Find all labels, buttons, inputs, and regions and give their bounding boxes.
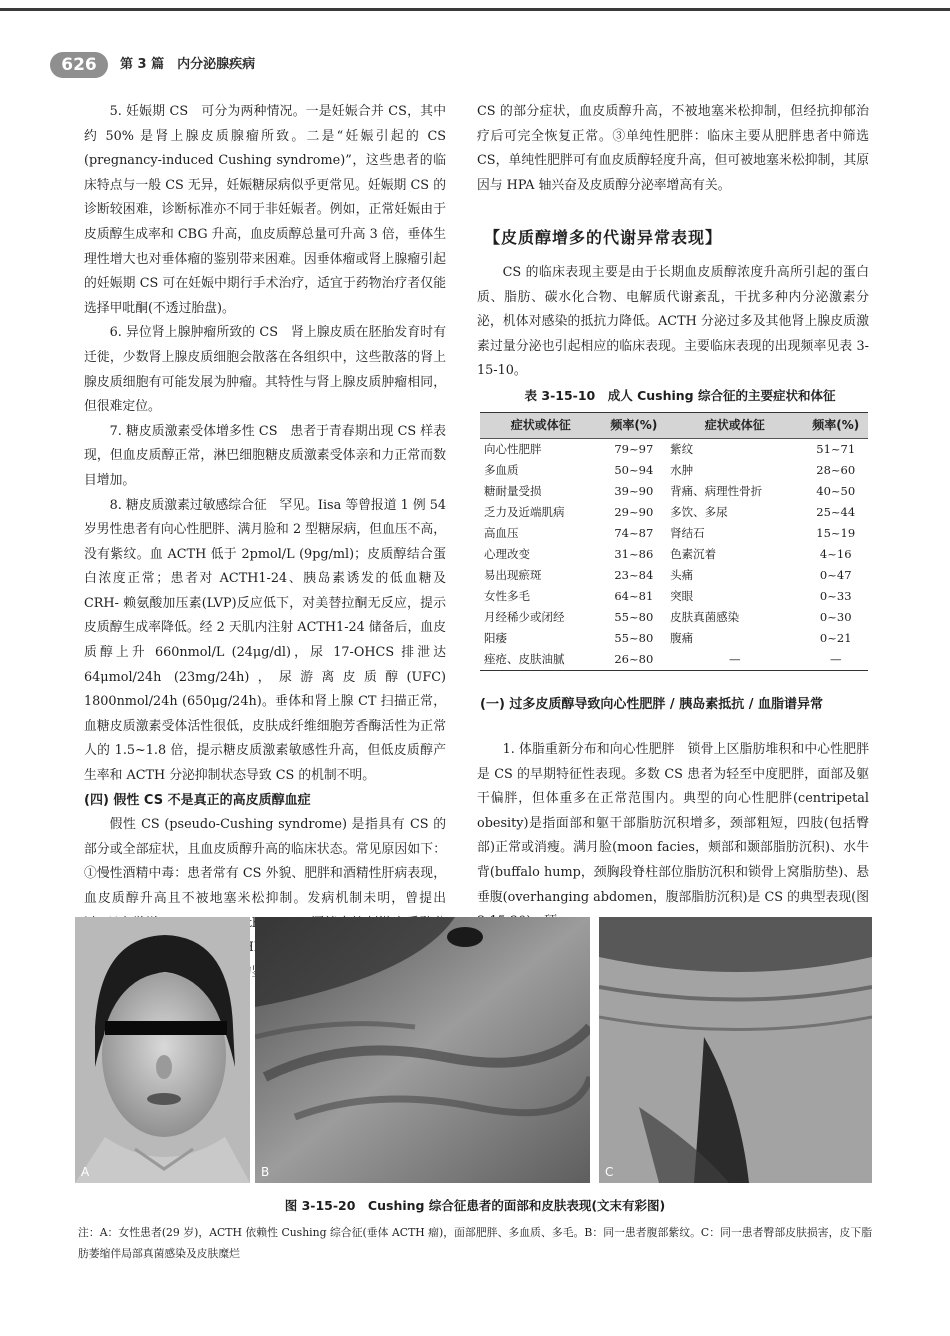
table-cell: 40~50: [816, 484, 856, 498]
panel-label: C: [605, 1165, 614, 1179]
subheading: (一) 过多皮质醇导致向心性肥胖 / 胰岛素抵抗 / 血脂谱异常: [480, 697, 824, 712]
figure-caption: 图 3-15-20 Cushing 综合征患者的面部和皮肤表现(文末有彩图): [284, 1198, 666, 1213]
page-number: 626: [50, 52, 108, 78]
running-title: 第 3 篇 内分泌腺疾病: [120, 57, 256, 72]
right-column-top: [477, 100, 869, 198]
table-cell: —: [666, 649, 803, 671]
paragraph: 6. 异位肾上腺肿瘤所致的 CS 肾上腺皮质在胚胎发育时有迁徙，少数肾上腺皮质细胞会散落在各组织中，这些散落的肾上腺皮质细胞有可能发展为肿瘤。其特性与肾上腺皮质肿瘤相同，但很难定位。: [84, 325, 446, 415]
table-header-row: [480, 413, 868, 439]
table-cell: 0~21: [819, 631, 852, 645]
table-cell: 皮肤真菌感染: [670, 610, 740, 624]
table-row: [480, 460, 868, 481]
table-cell: 29~90: [614, 505, 654, 519]
column-header: 频率(%): [602, 413, 667, 439]
right-column-bottom: [477, 738, 869, 935]
paragraph: CS 的部分症状，血皮质醇升高，不被地塞米松抑制，但经抗抑郁治疗后可完全恢复正常。③单纯性肥胖：临床主要从肥胖患者中筛选 CS，单纯性肥胖可有血皮质醇轻度升高，但可被地塞米松抑制，其原因与 HPA 轴兴奋及皮质醇分泌率增高有关。: [477, 104, 869, 193]
paragraph: 8. 糖皮质激素过敏感综合征 罕见。Iisa 等曾报道 1 例 54 岁男性患者有向心性肥胖、满月脸和 2 型糖尿病，但血压不高，没有紫纹。血 ACTH 低于 2pmol/L (9pg/ml)；皮质醇结合蛋白浓度正常；患者对 ACTH1-24、胰岛素诱发的低血糖及 CRH- 赖氨酸加压素(LVP)反应低下，对美替拉酮无反应，提示皮质醇生成率降低。经 2 天肌内注射 ACTH1-24 储备后，血皮质醇上升 660nmol/L (24μg/dl)，尿 17-OHCS 排泄达 64μmol/24h (23mg/24h)，尿游离皮质醇(UFC) 1800nmol/24h (650μg/24h)。垂体和肾上腺 CT 扫描正常，血糖皮质激素受体活性很低，皮肤成纤维细胞芳香酶活性为正常人的 1.5~1.8 倍，提示糖皮质激素敏感性升高，但低皮质醇产生率和 ACTH 分泌抑制状态导致 CS 的机制不明。: [84, 497, 446, 784]
table-cell: 31~86: [614, 547, 654, 561]
table-cell: 26~80: [602, 649, 667, 671]
table-row: [480, 544, 868, 565]
table-row: [480, 649, 868, 671]
table-cell: 肾结石: [670, 526, 705, 540]
table-cell: 头痛: [670, 568, 694, 582]
table-cell: 39~90: [614, 484, 654, 498]
table-cell: 心理改变: [484, 547, 530, 561]
paragraph: 7. 糖皮质激素受体增多性 CS 患者于青春期出现 CS 样表现，但血皮质醇正常，淋巴细胞糖皮质激素受体亲和力正常而数目增加。: [84, 423, 446, 488]
table-cell: 月经稀少或闭经: [484, 610, 565, 624]
table-cell: 50~94: [614, 463, 654, 477]
table-cell: 15~19: [816, 526, 856, 540]
table-row: [480, 565, 868, 586]
figure-note: 注：A：女性患者(29 岁)，ACTH 依赖性 Cushing 综合征(垂体 ACTH 瘤)，面部肥胖、多血质、多毛。B：同一患者腹部紫纹。C：同一患者臀部皮肤损害，皮下脂肪萎缩伴局部真菌感染及皮肤糜烂: [78, 1226, 872, 1260]
left-column: [84, 100, 446, 985]
table-cell: 高血压: [484, 526, 519, 540]
table-cell: 多饮、多尿: [670, 505, 728, 519]
table-row: [480, 481, 868, 502]
column-header: 症状或体征: [666, 413, 803, 439]
paragraph: 1. 体脂重新分布和向心性肥胖 锁骨上区脂肪堆积和中心性肥胖是 CS 的早期特征性表现。多数 CS 患者为轻至中度肥胖，面部及躯干偏胖，但体重多在正常范围内。典型的向心性肥胖(centripetal obesity)是指面部和躯干部脂肪沉积增多，颈部粗短，四肢(包括臀部)正常或消瘦。满月脸(moon facies，颊部和颞部脂肪沉积)、水牛背(buffalo hump，颈胸段脊柱部位脂肪沉积和锁骨上窝脂肪垫)、悬垂腹(overhanging abdomen，腹部脂肪沉积)是 CS 的典型表现(图: [477, 742, 869, 905]
table-cell: 糖耐量受损: [484, 484, 542, 498]
table-cell: 74~87: [614, 526, 654, 540]
buttock-skin-image: [599, 917, 872, 1183]
table-cell: 腹痛: [670, 631, 694, 645]
table-row: [480, 586, 868, 607]
figure-panel-a-face-photo: [75, 917, 250, 1183]
table-title: 表 3-15-10 成人 Cushing 综合征的主要症状和体征: [524, 388, 836, 403]
table-row: [480, 523, 868, 544]
table-cell: 28~60: [816, 463, 856, 477]
symptom-table: [480, 412, 868, 671]
table-cell: 23~84: [614, 568, 654, 582]
figure-panel-b-abdomen-photo: [255, 917, 590, 1183]
column-header: 频率(%): [803, 413, 868, 439]
table-cell: 51~71: [816, 442, 856, 456]
table-row: [480, 502, 868, 523]
table-cell: 乏力及近端肌病: [484, 505, 565, 519]
table-cell: 4~16: [819, 547, 852, 561]
table-cell: 易出现瘀斑: [484, 568, 542, 582]
right-column-intro: [477, 261, 869, 384]
figure-panel-c-buttock-photo: [599, 917, 872, 1183]
paragraph: 5. 妊娠期 CS 可分为两种情况。一是妊娠合并 CS，其中约 50% 是肾上腺皮质腺瘤所致。二是“妊娠引起的 CS (pregnancy-induced Cushing syndrome)”，这些患者的临床特点与一般 CS 无异，妊娠糖尿病似乎更常见。妊娠期 CS 的诊断较困难，诊断标准亦不同于非妊娠者。例如，正常妊娠由于皮质醇生成率和 CBG 升高，血皮质醇总量可升高 3 倍，垂体生理性增大也对垂体瘤的鉴别带来困难。因垂体瘤或肾上腺瘤引起的妊娠期 CS 可在妊娠中期行手术治疗，适宜于药物治疗者仅能选择甲吡酮(不透过胎盘)。: [84, 104, 446, 316]
table-cell: 阳痿: [484, 631, 507, 645]
table-cell: 64~81: [614, 589, 654, 603]
subheading: (四) 假性 CS 不是真正的高皮质醇血症: [84, 792, 311, 808]
paragraph: 假性 CS (pseudo-Cushing syndrome) 是指具有 CS 的部分或全部症状，且血皮质醇升高的临床状态。常见原因如下：①慢性酒精中毒：患者常有 CS 外貌、肥胖和酒精性肝病表现，血皮质醇升高且不被地塞米松抑制。发病机制未明，曾提出: [84, 817, 446, 906]
table-cell: 0~33: [819, 589, 852, 603]
table-cell: 突眼: [670, 589, 694, 603]
panel-label: B: [261, 1165, 270, 1179]
table-row: [480, 439, 868, 461]
table-cell: 55~80: [614, 610, 654, 624]
table-cell: —: [803, 649, 868, 671]
table-cell: 0~47: [819, 568, 852, 582]
table-cell: 向心性肥胖: [484, 442, 542, 456]
table-cell: 痤疮、皮肤油腻: [480, 649, 602, 671]
table-cell: 女性多毛: [484, 589, 530, 603]
abdomen-striae-image: [255, 917, 590, 1183]
panel-label: A: [81, 1165, 90, 1179]
top-rule: [0, 8, 950, 11]
table-cell: 多血质: [484, 463, 519, 477]
table-cell: 水肿: [670, 463, 694, 477]
table-cell: 0~30: [819, 610, 852, 624]
table-cell: 55~80: [614, 631, 654, 645]
table-cell: 25~44: [816, 505, 856, 519]
section-title: 【皮质醇增多的代谢异常表现】: [484, 228, 723, 247]
table-row: [480, 628, 868, 649]
table-cell: 紫纹: [670, 442, 694, 456]
table-row: [480, 607, 868, 628]
face-photo-image: [75, 917, 250, 1183]
table-cell: 79~97: [614, 442, 654, 456]
table-cell: 色素沉着: [670, 547, 717, 561]
table-cell: 背痛、病理性骨折: [670, 484, 763, 498]
column-header: 症状或体征: [480, 413, 602, 439]
paragraph: CS 的临床表现主要是由于长期血皮质醇浓度升高所引起的蛋白质、脂肪、碳水化合物、电解质代谢紊乱，干扰多种内分泌激素分泌，机体对感染的抵抗力降低。ACTH 分泌过多及其他肾上腺皮质激素过量分泌也引起相应的临床表现。主要临床表现的出现频率见表 3-15-10。: [477, 265, 869, 379]
